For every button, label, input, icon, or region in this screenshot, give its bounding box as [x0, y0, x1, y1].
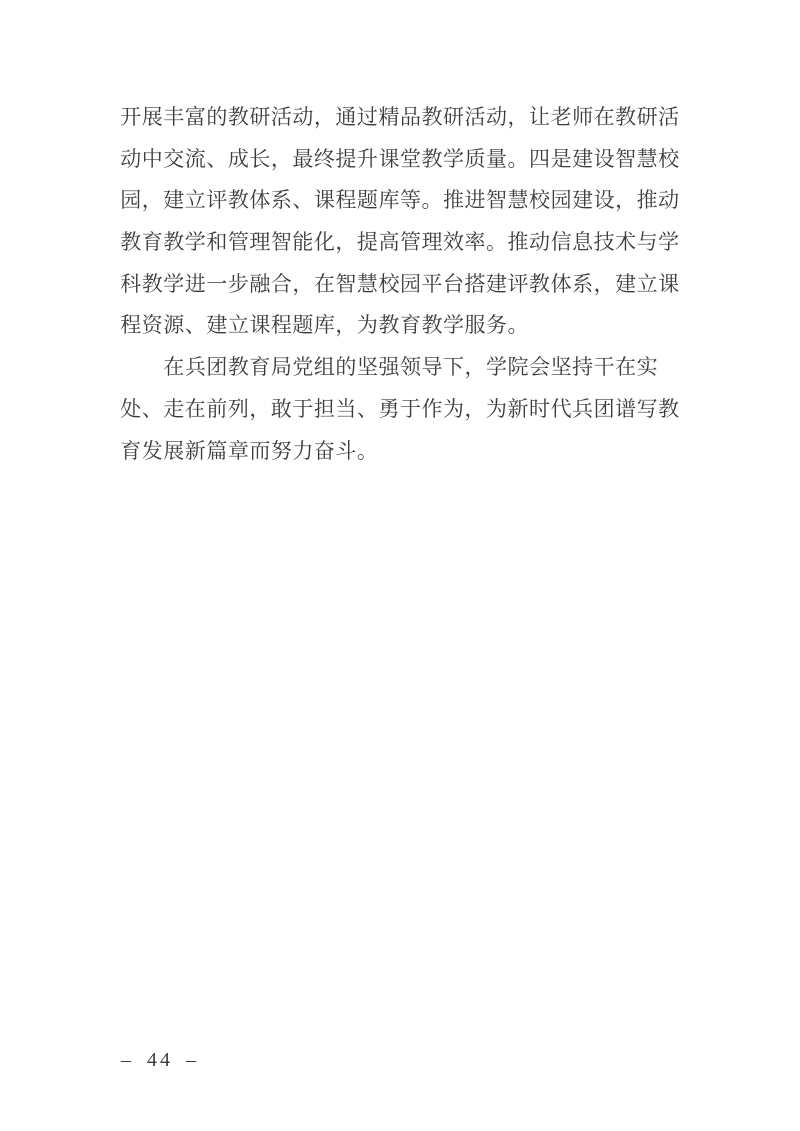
text-line: 教育教学和管理智能化，提高管理效率。推动信息技术与学 [120, 230, 680, 255]
text-line: 在兵团教育局党组的坚强领导下，学院会坚持干在实 [163, 355, 658, 380]
text-line: 动中交流、成长，最终提升课堂教学质量。四是建设智慧校 [120, 146, 680, 171]
text-line: 育发展新篇章而努力奋斗。 [120, 438, 378, 463]
page-number: – 44 – [121, 1049, 199, 1071]
text-line: 开展丰富的教研活动，通过精品教研活动，让老师在教研活 [120, 105, 680, 129]
text-line: 园，建立评教体系、课程题库等。推进智慧校园建设，推动 [120, 188, 680, 213]
text-line: 程资源、建立课程题库，为教育教学服务。 [120, 313, 529, 338]
text-line: 处、走在前列，敢于担当、勇于作为，为新时代兵团谱写教 [120, 396, 680, 421]
text-line: 科教学进一步融合，在智慧校园平台搭建评教体系，建立课 [120, 271, 680, 296]
body-text [120, 97, 681, 472]
page-footer [121, 1046, 199, 1074]
